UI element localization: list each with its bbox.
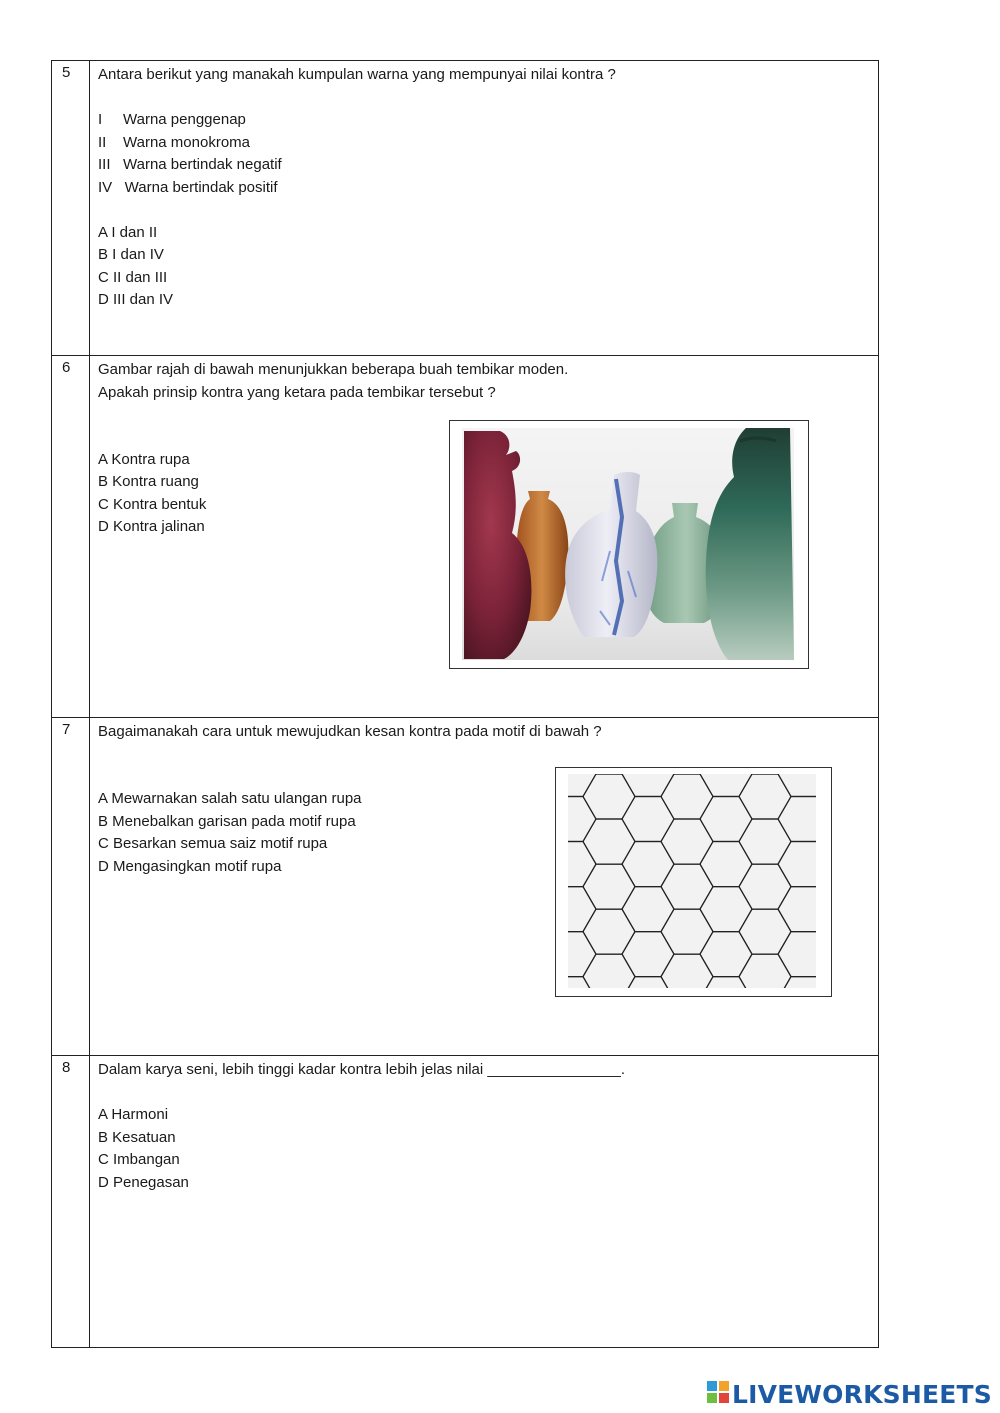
question-stem: Antara berikut yang manakah kumpulan warna yang mempunyai nilai kontra ? bbox=[98, 66, 616, 83]
question-stem: Apakah prinsip kontra yang ketara pada tembikar tersebut ? bbox=[98, 383, 496, 401]
hexagon-cell bbox=[583, 768, 635, 774]
answer-option-d[interactable]: D Mengasingkan motif rupa bbox=[98, 857, 282, 875]
hexagon-cell bbox=[817, 954, 830, 995]
question-stem: Bagaimanakah cara untuk mewujudkan kesan kontra pada motif di bawah ? bbox=[98, 723, 602, 740]
answer-option-c[interactable]: C II dan III bbox=[98, 268, 168, 286]
answer-option-d[interactable]: D Kontra jalinan bbox=[98, 518, 205, 535]
question-number: 8 bbox=[62, 1059, 71, 1076]
answer-option-c[interactable]: C Kontra bentuk bbox=[98, 495, 207, 513]
answer-option-a[interactable]: A I dan II bbox=[98, 223, 158, 241]
question-6-row bbox=[52, 355, 878, 717]
hexagon-cell bbox=[817, 864, 830, 909]
question-number: 7 bbox=[62, 721, 71, 738]
pottery-vases-image bbox=[449, 420, 809, 669]
hexagon-cell bbox=[556, 954, 557, 995]
answer-option-a[interactable]: A Kontra rupa bbox=[98, 450, 190, 468]
hexagon-cell bbox=[556, 864, 557, 909]
liveworksheets-brand[interactable] bbox=[707, 1376, 992, 1412]
hexagon-cell bbox=[739, 768, 791, 774]
answer-option-b[interactable]: B Kesatuan bbox=[98, 1128, 176, 1146]
answer-option-d[interactable]: D Penegasan bbox=[98, 1173, 189, 1191]
statement-item: IV Warna bertindak positif bbox=[98, 178, 278, 196]
statement-item: II Warna monokroma bbox=[98, 133, 250, 151]
statement-item: III Warna bertindak negatif bbox=[98, 156, 282, 173]
answer-option-c[interactable]: C Besarkan semua saiz motif rupa bbox=[98, 835, 328, 852]
hexagon-cell bbox=[556, 768, 557, 774]
hexagon-cell bbox=[817, 909, 830, 954]
hexagon-cell bbox=[817, 768, 830, 774]
hexagon-cell bbox=[817, 819, 830, 864]
answer-option-c[interactable]: C Imbangan bbox=[98, 1151, 180, 1168]
hexagon-cell bbox=[556, 909, 557, 954]
answer-option-b[interactable]: B I dan IV bbox=[98, 246, 164, 263]
answer-option-a[interactable]: A Harmoni bbox=[98, 1106, 169, 1123]
question-7-row bbox=[52, 717, 878, 1055]
hexagon-cell bbox=[817, 774, 830, 819]
question-5-row bbox=[52, 61, 878, 355]
answer-option-b[interactable]: B Menebalkan garisan pada motif rupa bbox=[98, 812, 356, 830]
question-stem: Dalam karya seni, lebih tinggi kadar kontra lebih jelas nilai ________________. bbox=[98, 1061, 626, 1078]
hexagon-cell bbox=[556, 819, 557, 864]
question-number: 6 bbox=[62, 359, 71, 376]
answer-option-d[interactable]: D III dan IV bbox=[98, 291, 174, 308]
question-stem: Gambar rajah di bawah menunjukkan beberapa buah tembikar moden. bbox=[98, 361, 569, 378]
brand-text: LIVEWORKSHEETS bbox=[731, 1379, 992, 1409]
hexagon-cell bbox=[661, 768, 713, 774]
hexagon-cell bbox=[556, 774, 557, 819]
question-number: 5 bbox=[62, 64, 71, 81]
worksheet-table bbox=[51, 60, 879, 1348]
question-8-body bbox=[98, 1059, 868, 1194]
statement-item: I Warna penggenap bbox=[98, 111, 246, 128]
hexagon-motif-image bbox=[555, 767, 832, 997]
answer-option-b[interactable]: B Kontra ruang bbox=[98, 473, 199, 490]
answer-option-a[interactable]: A Mewarnakan salah satu ulangan rupa bbox=[98, 790, 362, 807]
question-8-row bbox=[52, 1055, 878, 1349]
question-5-body bbox=[98, 64, 868, 312]
liveworksheets-logo-icon bbox=[707, 1380, 729, 1409]
